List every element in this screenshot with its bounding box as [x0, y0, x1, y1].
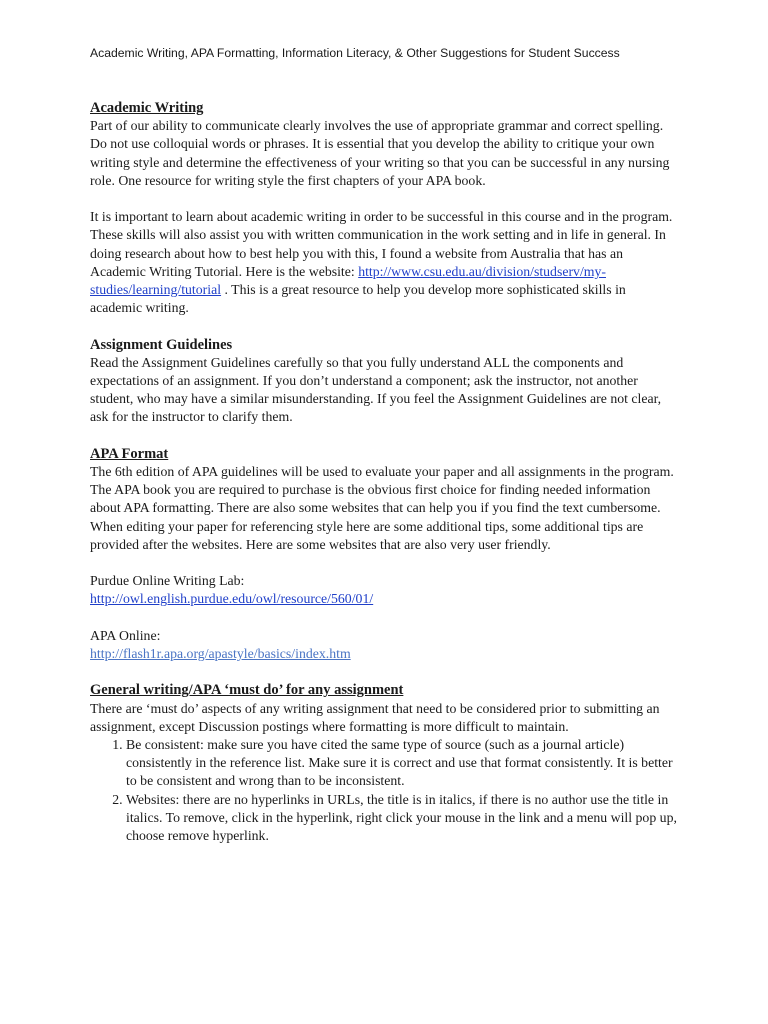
section-heading-academic-writing: Academic Writing — [90, 100, 204, 116]
apa-online-resource — [90, 627, 680, 663]
academic-writing-paragraph-2-after: . This is a great resource to help you develop more sophisticated skills in academic writing. — [90, 282, 626, 316]
running-header: Academic Writing, APA Formatting, Information Literacy, & Other Suggestions for Student Success — [90, 46, 620, 60]
apa-online-link[interactable]: http://flash1r.apa.org/apastyle/basics/index.htm — [90, 646, 351, 662]
academic-writing-paragraph-2-text: It is important to learn about academic writing in order to be successful in this course and in the program. These skills will also assist you with written communication in the work setting and in life in general. In doing research about how to best help you with this, I found a website from Australia that has an Academic Writing Tutorial. Here is the website: — [90, 209, 673, 279]
general-writing-intro: There are ‘must do’ aspects of any writing assignment that need to be considered prior to submitting an assignment, except Discussion postings where formatting is more difficult to maintain. — [90, 700, 660, 734]
section-heading-apa-format: APA Format — [90, 445, 169, 462]
csu-tutorial-link[interactable]: http://www.csu.edu.au/division/studserv/my-studies/learning/tutorial — [90, 263, 606, 298]
academic-writing-paragraph-1: Part of our ability to communicate clearly involves the use of appropriate grammar and correct spelling. Do not use colloquial words or phrases. It is essential that you develop the ability to critique your own writing style and determine the effectiveness of your writing so that you can be successful in any nursing role. One resource for writing style the first chapters of your APA book. — [90, 118, 670, 188]
must-do-list — [90, 736, 680, 845]
list-item: 2. Websites: there are no hyperlinks in URLs, the title is in italics, if there is no author use the title in italics. To remove, click in the hyperlink, right click your mouse in the link and a menu will pop up, choose remove hyperlink. — [126, 791, 680, 846]
assignment-guidelines-paragraph: Read the Assignment Guidelines carefully so that you fully understand ALL the components and expectations of an assignment. If you don’t understand a component; ask the instructor, not another student, who may have a similar misunderstanding. If you feel the Assignment Guidelines are not clear, ask for the instructor to clarify them. — [90, 354, 662, 425]
section-heading-general-writing: General writing/APA ‘must do’ for any assignment — [90, 682, 404, 699]
purdue-label: Purdue Online Writing Lab: — [90, 573, 245, 589]
purdue-owl-link[interactable]: http://owl.english.purdue.edu/owl/resource/560/01/ — [90, 591, 374, 607]
section-heading-assignment-guidelines: Assignment Guidelines — [90, 336, 233, 353]
apa-online-label: APA Online: — [90, 627, 161, 643]
apa-format-paragraph: The 6th edition of APA guidelines will be used to evaluate your paper and all assignments in the program. The APA book you are required to purchase is the obvious first choice for finding needed information about APA formatting. There are also some websites that can help you if you find the text cumbersome. When editing your paper for referencing style here are some additional tips, some additional tips are provided after the websites. Here are some websites that are also very user friendly. — [90, 464, 674, 552]
list-item: 1. Be consistent: make sure you have cited the same type of source (such as a journal article) consistently in the reference list. Make sure it is correct and use that format consistently. It is better to be consistent and wrong than to be inconsistent. — [126, 736, 680, 791]
document-body — [90, 99, 680, 845]
academic-writing-paragraph-2 — [90, 208, 680, 317]
purdue-resource — [90, 572, 680, 608]
